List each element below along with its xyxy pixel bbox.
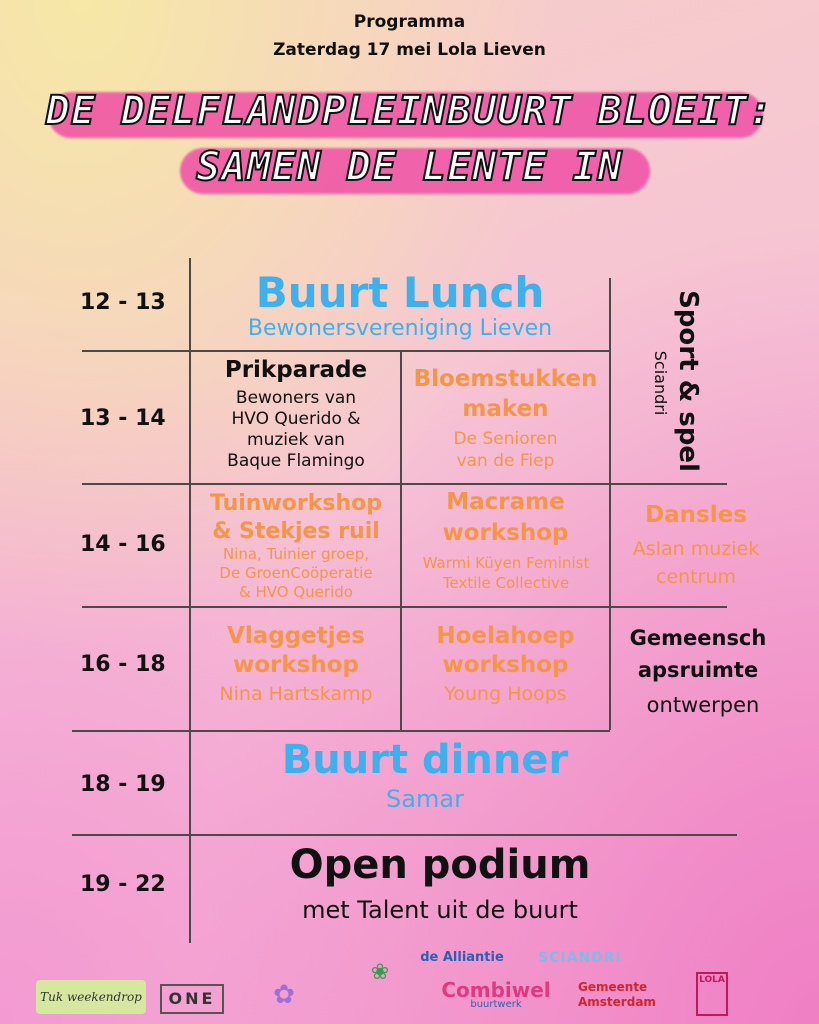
macrame-title-line: Macrame — [446, 489, 565, 515]
plant-logo-icon: ❀ — [370, 960, 390, 985]
session-gemeen-title — [608, 622, 788, 686]
macrame-title-line: workshop — [442, 520, 569, 546]
grid-h-4 — [72, 730, 610, 732]
time-slot: 18 - 19 — [80, 772, 166, 797]
session-dinner-host: Samar — [386, 785, 464, 813]
tuin-title-line: Tuinworkshop — [210, 491, 382, 516]
combiwel-name: Combiwel — [441, 978, 551, 1002]
session-dans-host — [611, 535, 781, 591]
hoela-title-line: Hoelahoep — [436, 623, 575, 649]
logo-one: ONE — [160, 984, 224, 1014]
grid-h-1 — [82, 350, 610, 352]
prik-host-line: Bewoners van — [235, 388, 357, 408]
flower-logo-icon: ✿ — [273, 980, 295, 1010]
session-tuin-title — [190, 490, 402, 546]
session-sport — [667, 241, 703, 521]
vlag-title-line: workshop — [232, 652, 360, 678]
session-dans-title: Dansles — [645, 502, 747, 528]
session-hoela-title — [402, 622, 609, 680]
session-podium-title: Open podium — [289, 842, 591, 888]
time-slot: 16 - 18 — [80, 652, 166, 677]
session-prik-title: Prikparade — [224, 357, 368, 383]
tuin-title-line: & Stekjes ruil — [212, 519, 380, 544]
gemeente-line: Amsterdam — [578, 995, 656, 1009]
bloem-title-line: maken — [462, 396, 549, 422]
dans-host-line: centrum — [656, 566, 736, 588]
logo-sciandri: SCIANDRI — [538, 950, 622, 966]
hoela-title-line: workshop — [442, 652, 569, 678]
page-title-line1: DE DELFLANDPLEINBUURT BLOEIT: — [45, 88, 774, 134]
bloem-host-line: De Senioren — [453, 429, 558, 449]
vlag-title-line: Vlaggetjes — [227, 623, 365, 649]
grid-h-5 — [72, 834, 737, 836]
time-slot: 14 - 16 — [80, 532, 166, 557]
session-macrame-host — [400, 553, 612, 593]
session-tuin-host — [190, 545, 402, 602]
bloem-host-line: van de Fiep — [456, 451, 555, 471]
session-vlag-title — [190, 622, 402, 680]
dans-host-line: Aslan muziek — [632, 538, 760, 560]
session-bloem-host — [402, 428, 609, 472]
session-sport-host: Sciandri — [651, 350, 670, 416]
prik-host-line: muziek van — [247, 430, 345, 450]
gemeente-line: Gemeente — [578, 980, 648, 994]
session-vlag-host: Nina Hartskamp — [219, 683, 373, 705]
prik-host-line: HVO Querido & — [231, 409, 361, 429]
session-hoela-host: Young Hoops — [444, 683, 567, 705]
macrame-host-line: Textile Collective — [442, 574, 570, 592]
time-slot: 12 - 13 — [80, 290, 166, 315]
session-dinner-title: Buurt dinner — [281, 737, 569, 783]
tuin-host-line: & HVO Querido — [239, 583, 353, 601]
tuin-host-line: Nina, Tuinier groep, — [222, 545, 370, 563]
gemeen-title-line: Gemeensch — [629, 626, 767, 650]
grid-h-2 — [82, 483, 727, 485]
session-prik-host — [192, 388, 400, 472]
session-sport-title: Sport & spel — [673, 290, 703, 472]
logo-gemeente — [578, 980, 678, 1014]
session-macrame-title — [402, 487, 609, 549]
date-location: Zaterdag 17 mei Lola Lieven — [273, 40, 546, 60]
program-label: Programma — [353, 12, 466, 32]
prik-host-line: Baque Flamingo — [227, 451, 365, 471]
grid-h-3 — [82, 606, 727, 608]
session-lunch-title: Buurt Lunch — [255, 268, 545, 317]
time-slot: 19 - 22 — [80, 872, 166, 897]
logo-combiwel — [436, 978, 556, 1018]
session-lunch-host: Bewonersvereniging Lieven — [247, 316, 553, 341]
tuin-host-line: De GroenCoöperatie — [219, 564, 373, 582]
macrame-host-line: Warmi Küyen Feminist — [422, 554, 590, 572]
time-slot: 13 - 14 — [80, 406, 166, 431]
session-gemeen-host: ontwerpen — [646, 693, 760, 717]
logo-alliantie: de Alliantie — [420, 950, 504, 965]
session-bloem-title — [402, 364, 609, 424]
logo-lola: LOLA — [696, 972, 728, 1016]
logo-weekend: Tuk weekendrop — [36, 980, 146, 1014]
page-title-line2: SAMEN DE LENTE IN — [196, 144, 623, 190]
combiwel-sub: buurtwerk — [470, 999, 522, 1010]
gemeen-title-line: apsruimte — [637, 658, 759, 682]
bloem-title-line: Bloemstukken — [413, 366, 598, 392]
session-podium-host: met Talent uit de buurt — [302, 896, 578, 924]
